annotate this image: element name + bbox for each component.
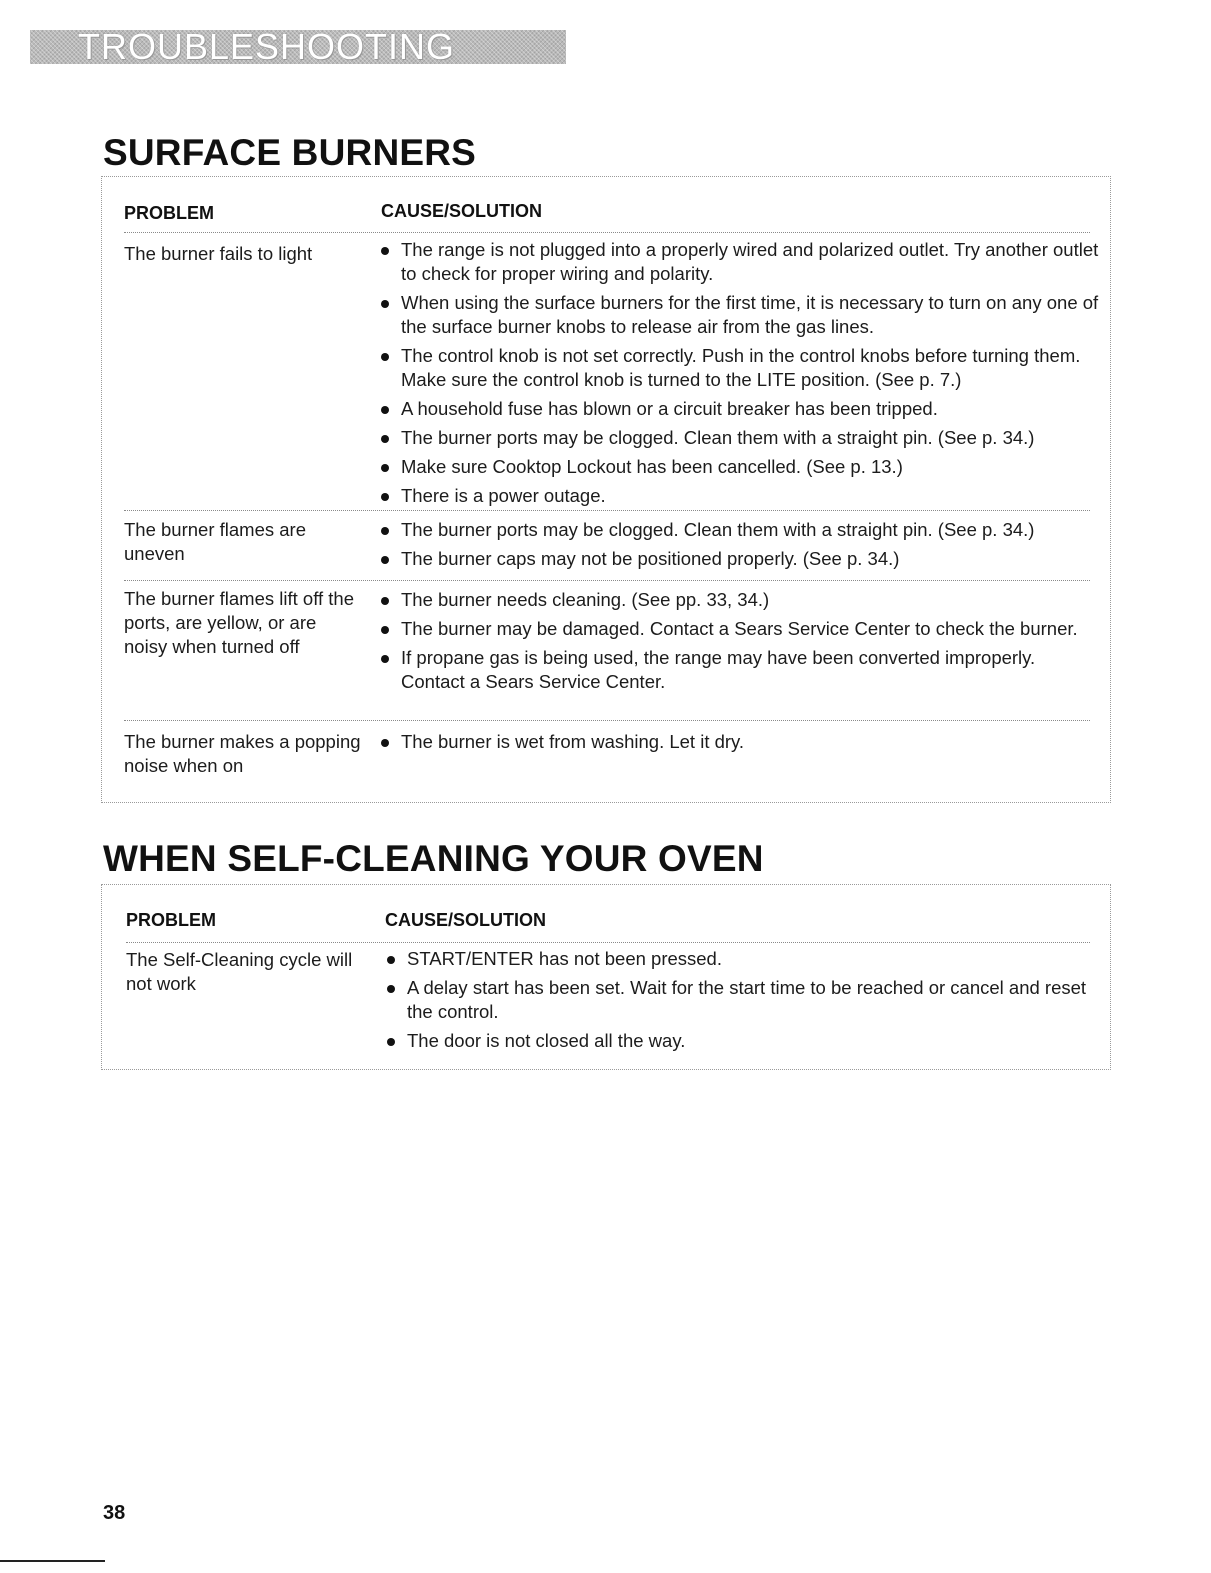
solution-list <box>379 588 1099 699</box>
page-number: 38 <box>103 1502 126 1524</box>
solution-list <box>379 518 1099 576</box>
solution-item: There is a power outage. <box>379 484 1099 508</box>
problem-text: The burner fails to light <box>124 243 313 264</box>
solution-item: The range is not plugged into a properly wired and polarized outlet. Try another outlet to check for proper wiring and polarity. <box>379 238 1099 286</box>
bullet-icon <box>387 956 395 964</box>
solution-item: The burner needs cleaning. (See pp. 33, 34.) <box>379 588 1099 612</box>
bullet-icon <box>381 626 389 634</box>
solution-item: The burner may be damaged. Contact a Sears Service Center to check the burner. <box>379 617 1099 641</box>
section-title-self-cleaning: WHEN SELF-CLEANING YOUR OVEN <box>103 838 764 879</box>
footer-rule <box>0 1560 105 1562</box>
banner-title: TROUBLESHOOTING <box>78 26 456 67</box>
bullet-icon <box>387 985 395 993</box>
bullet-icon <box>381 464 389 472</box>
bullet-icon <box>381 353 389 361</box>
section-title-surface-burners: SURFACE BURNERS <box>103 132 477 173</box>
problem-text: The burner flames lift off the ports, are yellow, or are noisy when turned off <box>124 588 354 657</box>
header-cause-solution: CAUSE/SOLUTION <box>385 910 547 930</box>
header-divider <box>124 232 1090 233</box>
bullet-icon <box>381 597 389 605</box>
bullet-icon <box>381 493 389 501</box>
solution-item: START/ENTER has not been pressed. <box>385 947 1105 971</box>
row-divider <box>124 510 1090 511</box>
troubleshooting-banner <box>30 26 566 67</box>
bullet-icon <box>381 300 389 308</box>
solution-item: The burner ports may be clogged. Clean them with a straight pin. (See p. 34.) <box>379 518 1099 542</box>
solution-item: A delay start has been set. Wait for the start time to be reached or cancel and reset the control. <box>385 976 1105 1024</box>
solution-list <box>379 730 1099 759</box>
solution-item: The control knob is not set correctly. Push in the control knobs before turning them. Make sure the control knob is turned to the LITE position. (See p. 7.) <box>379 344 1099 392</box>
solution-item: A household fuse has blown or a circuit breaker has been tripped. <box>379 397 1099 421</box>
problem-text: The burner makes a popping noise when on <box>124 731 361 776</box>
solution-item: The burner is wet from washing. Let it dry. <box>379 730 1099 754</box>
row-divider <box>124 720 1090 721</box>
solution-list <box>385 947 1105 1058</box>
header-problem: PROBLEM <box>124 203 214 223</box>
solution-item: The burner ports may be clogged. Clean them with a straight pin. (See p. 34.) <box>379 426 1099 450</box>
solution-item: If propane gas is being used, the range may have been converted improperly. Contact a Sears Service Center. <box>379 646 1099 694</box>
bullet-icon <box>381 655 389 663</box>
bullet-icon <box>381 247 389 255</box>
solution-item: The door is not closed all the way. <box>385 1029 1105 1053</box>
bullet-icon <box>381 556 389 564</box>
bullet-icon <box>381 406 389 414</box>
surface-burners-table <box>101 176 1111 803</box>
header-divider <box>126 942 1090 943</box>
bullet-icon <box>381 739 389 747</box>
bullet-icon <box>381 527 389 535</box>
header-cause-solution: CAUSE/SOLUTION <box>381 201 543 221</box>
solution-item: Make sure Cooktop Lockout has been cancelled. (See p. 13.) <box>379 455 1099 479</box>
problem-text: The burner flames are uneven <box>124 519 307 564</box>
solution-item: The burner caps may not be positioned properly. (See p. 34.) <box>379 547 1099 571</box>
solution-list <box>379 238 1099 513</box>
problem-text: The Self-Cleaning cycle will not work <box>126 949 353 994</box>
bullet-icon <box>381 435 389 443</box>
self-cleaning-table <box>101 884 1111 1070</box>
solution-item: When using the surface burners for the first time, it is necessary to turn on any one of the surface burner knobs to release air from the gas lines. <box>379 291 1099 339</box>
row-divider <box>124 580 1090 581</box>
bullet-icon <box>387 1038 395 1046</box>
header-problem: PROBLEM <box>126 910 216 930</box>
